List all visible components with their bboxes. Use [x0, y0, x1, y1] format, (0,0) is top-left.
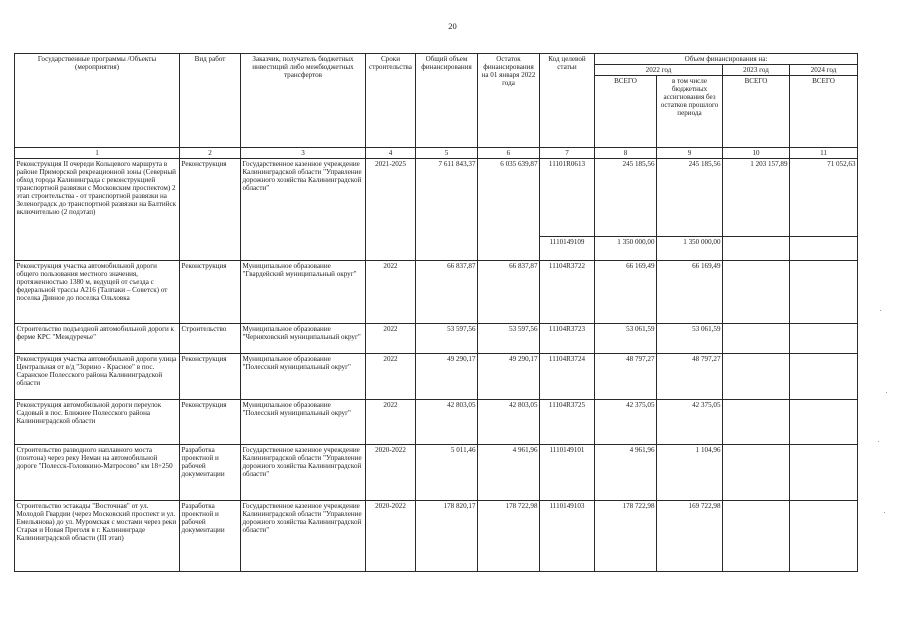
row-period: 2020-2022 [366, 501, 416, 572]
column-number-row [15, 148, 858, 159]
row-total: 66 837,87 [416, 261, 478, 324]
row-total-2023 [723, 501, 790, 572]
row-total-2022: 66 169,49 [595, 261, 657, 324]
row-remainder: 6 035 639,87 [478, 159, 540, 261]
column-number: 7 [540, 148, 595, 159]
header-funding: Объем финансирования на: [595, 54, 858, 65]
row-total-2023 [723, 324, 790, 354]
row-code: 11104R3724 [540, 354, 595, 400]
scan-speck [878, 441, 879, 442]
row-total-2023: 1 203 157,89 [723, 159, 790, 237]
row-total-2023 [723, 400, 790, 445]
row-total: 53 597,56 [416, 324, 478, 354]
row-total-2022: 178 722,98 [595, 501, 657, 572]
row-total: 7 611 843,37 [416, 159, 478, 261]
row-name: Строительство подъездной автомобильной дороги к ферме КРС "Междуречье" [15, 324, 180, 354]
header-name: Государственные программы /Объекты (мероприятия) [15, 54, 180, 148]
row-total-2023 [723, 261, 790, 324]
row-customer: Муниципальное образование "Черняховский муниципальный округ" [241, 324, 366, 354]
column-number: 10 [723, 148, 790, 159]
row-total-2022: 42 375,05 [595, 400, 657, 445]
header-work-type: Вид работ [180, 54, 241, 148]
table-row [15, 324, 858, 354]
row-name: Реконструкция автомобильной дороги переулок Садовый в пос. Ближнее Полесского района Калининградской области [15, 400, 180, 445]
row-total-2022: 245 185,56 [595, 159, 657, 237]
scan-speck [886, 392, 887, 393]
column-number: 2 [180, 148, 241, 159]
header-incl-2022: в том числе бюджетных ассигнования без остатков прошлого периода [657, 76, 723, 148]
column-number: 6 [478, 148, 540, 159]
table-row [15, 159, 858, 237]
row-total-2022: 53 061,59 [595, 324, 657, 354]
row-remainder: 53 597,56 [478, 324, 540, 354]
row-customer: Муниципальное образование "Гвардейский муниципальный округ" [241, 261, 366, 324]
row-customer: Государственное казенное учреждение Калининградской области "Управление дорожного хозяйства Калининградской области" [241, 501, 366, 572]
row-code: 11104R3722 [540, 261, 595, 324]
row-period: 2022 [366, 400, 416, 445]
row-period: 2022 [366, 354, 416, 400]
row-incl-2022: 245 185,56 [657, 159, 723, 237]
header-total-2022: ВСЕГО [595, 76, 657, 148]
row-code: 1110149103 [540, 501, 595, 572]
header-year-2024: 2024 год [790, 65, 858, 76]
header-total-2023: ВСЕГО [723, 76, 790, 148]
row-name: Строительство эстакады "Восточная" от ул. Молодой Гвардии (через Московский проспект и ул. Емельянова) до ул. Муромская с мостами через реки Старая и Новая Преголя в г. Калининграде Калининградской области (III этап) [15, 501, 180, 572]
row-code: 1110149101 [540, 445, 595, 501]
row-total-2022: 1 350 000,00 [595, 237, 657, 261]
row-name: Реконструкция II очереди Кольцевого маршрута в районе Приморской рекреационной зоны (Северный обход города Калининграда с реконструкцией транспортной развязки с Московским проспектом) 2 этап строительства - от транспортной развязки на Зеленоградск до транспортной развязки на Балтийск включительно (2 подэтап) [15, 159, 180, 261]
row-total-2024 [790, 400, 858, 445]
row-incl-2022: 169 722,98 [657, 501, 723, 572]
row-total-2023 [723, 445, 790, 501]
row-total: 178 820,17 [416, 501, 478, 572]
row-incl-2022: 1 350 000,00 [657, 237, 723, 261]
row-remainder: 66 837,87 [478, 261, 540, 324]
row-total-2023 [723, 354, 790, 400]
row-total-2024 [790, 501, 858, 572]
row-remainder: 49 290,17 [478, 354, 540, 400]
header-period: Сроки строительства [366, 54, 416, 148]
row-work-type: Реконструкция [180, 261, 241, 324]
row-name: Реконструкция участка автомобильной дороги улица Центральная от в/д "Зорино - Красное" в пос. Саранское Полесского района Калининградской области [15, 354, 180, 400]
row-incl-2022: 1 104,96 [657, 445, 723, 501]
row-work-type: Реконструкция [180, 159, 241, 261]
table-row [15, 261, 858, 324]
financing-table [14, 53, 858, 572]
row-total-2023 [723, 237, 790, 261]
column-number: 3 [241, 148, 366, 159]
header-year-2022: 2022 год [595, 65, 723, 76]
column-number: 9 [657, 148, 723, 159]
row-code: 11104R3723 [540, 324, 595, 354]
row-name: Строительство разводного наплавного моста (понтона) через реку Неман на автомобильной дороге "Полесск-Головкино-Матросово" км 18+250 [15, 445, 180, 501]
table-row [15, 445, 858, 501]
row-incl-2022: 48 797,27 [657, 354, 723, 400]
row-customer: Муниципальное образование "Полесский муниципальный округ" [241, 354, 366, 400]
header-code: Код целевой статьи [540, 54, 595, 148]
row-period: 2022 [366, 261, 416, 324]
header-year-2023: 2023 год [723, 65, 790, 76]
row-total-2024 [790, 261, 858, 324]
row-total-2022: 4 961,96 [595, 445, 657, 501]
header-total: Общий объем финансирования [416, 54, 478, 148]
scan-speck [884, 512, 885, 513]
header-remainder: Остаток финансирования на 01 января 2022 года [478, 54, 540, 148]
table-row [15, 501, 858, 572]
row-work-type: Разработка проектной и рабочей документации [180, 501, 241, 572]
column-number: 8 [595, 148, 657, 159]
row-total-2022: 48 797,27 [595, 354, 657, 400]
row-incl-2022: 66 169,49 [657, 261, 723, 324]
row-total-2024 [790, 237, 858, 261]
header-total-2024: ВСЕГО [790, 76, 858, 148]
row-remainder: 178 722,98 [478, 501, 540, 572]
row-total-2024 [790, 324, 858, 354]
row-period: 2021-2025 [366, 159, 416, 261]
row-code: 11104R3725 [540, 400, 595, 445]
table-row [15, 400, 858, 445]
row-work-type: Строительство [180, 324, 241, 354]
row-total-2024 [790, 354, 858, 400]
scan-speck [880, 310, 881, 311]
row-customer: Государственное казенное учреждение Калининградской области "Управление дорожного хозяйства Калининградской области" [241, 159, 366, 261]
row-remainder: 42 803,05 [478, 400, 540, 445]
row-work-type: Разработка проектной и рабочей документации [180, 445, 241, 501]
page-number: 20 [448, 21, 457, 31]
row-work-type: Реконструкция [180, 354, 241, 400]
row-customer: Государственное казенное учреждение Калининградской области "Управление дорожного хозяйства Калининградской области" [241, 445, 366, 501]
column-number: 4 [366, 148, 416, 159]
row-total-2024: 71 052,63 [790, 159, 858, 237]
column-number: 11 [790, 148, 858, 159]
row-code: 1110149109 [540, 237, 595, 261]
row-total-2024 [790, 445, 858, 501]
column-number: 1 [15, 148, 180, 159]
column-number: 5 [416, 148, 478, 159]
row-period: 2022 [366, 324, 416, 354]
row-total: 42 803,05 [416, 400, 478, 445]
row-code: 11101R0613 [540, 159, 595, 237]
table-row [15, 354, 858, 400]
row-customer: Муниципальное образование "Полесский муниципальный округ" [241, 400, 366, 445]
row-total: 49 290,17 [416, 354, 478, 400]
row-incl-2022: 42 375,05 [657, 400, 723, 445]
row-remainder: 4 961,96 [478, 445, 540, 501]
row-work-type: Реконструкция [180, 400, 241, 445]
row-period: 2020-2022 [366, 445, 416, 501]
row-total: 5 011,46 [416, 445, 478, 501]
header-customer: Заказчик, получатель бюджетных инвестиций либо межбюджетных трансфертов [241, 54, 366, 148]
row-incl-2022: 53 061,59 [657, 324, 723, 354]
header-row-1 [15, 54, 858, 65]
row-name: Реконструкция участка автомобильной дороги общего пользования местного значения, протяженностью 1380 м, ведущей от съезда с федеральной трассы А216 (Талпаки – Советск) от поселка Дивное до поселка Ольховка [15, 261, 180, 324]
